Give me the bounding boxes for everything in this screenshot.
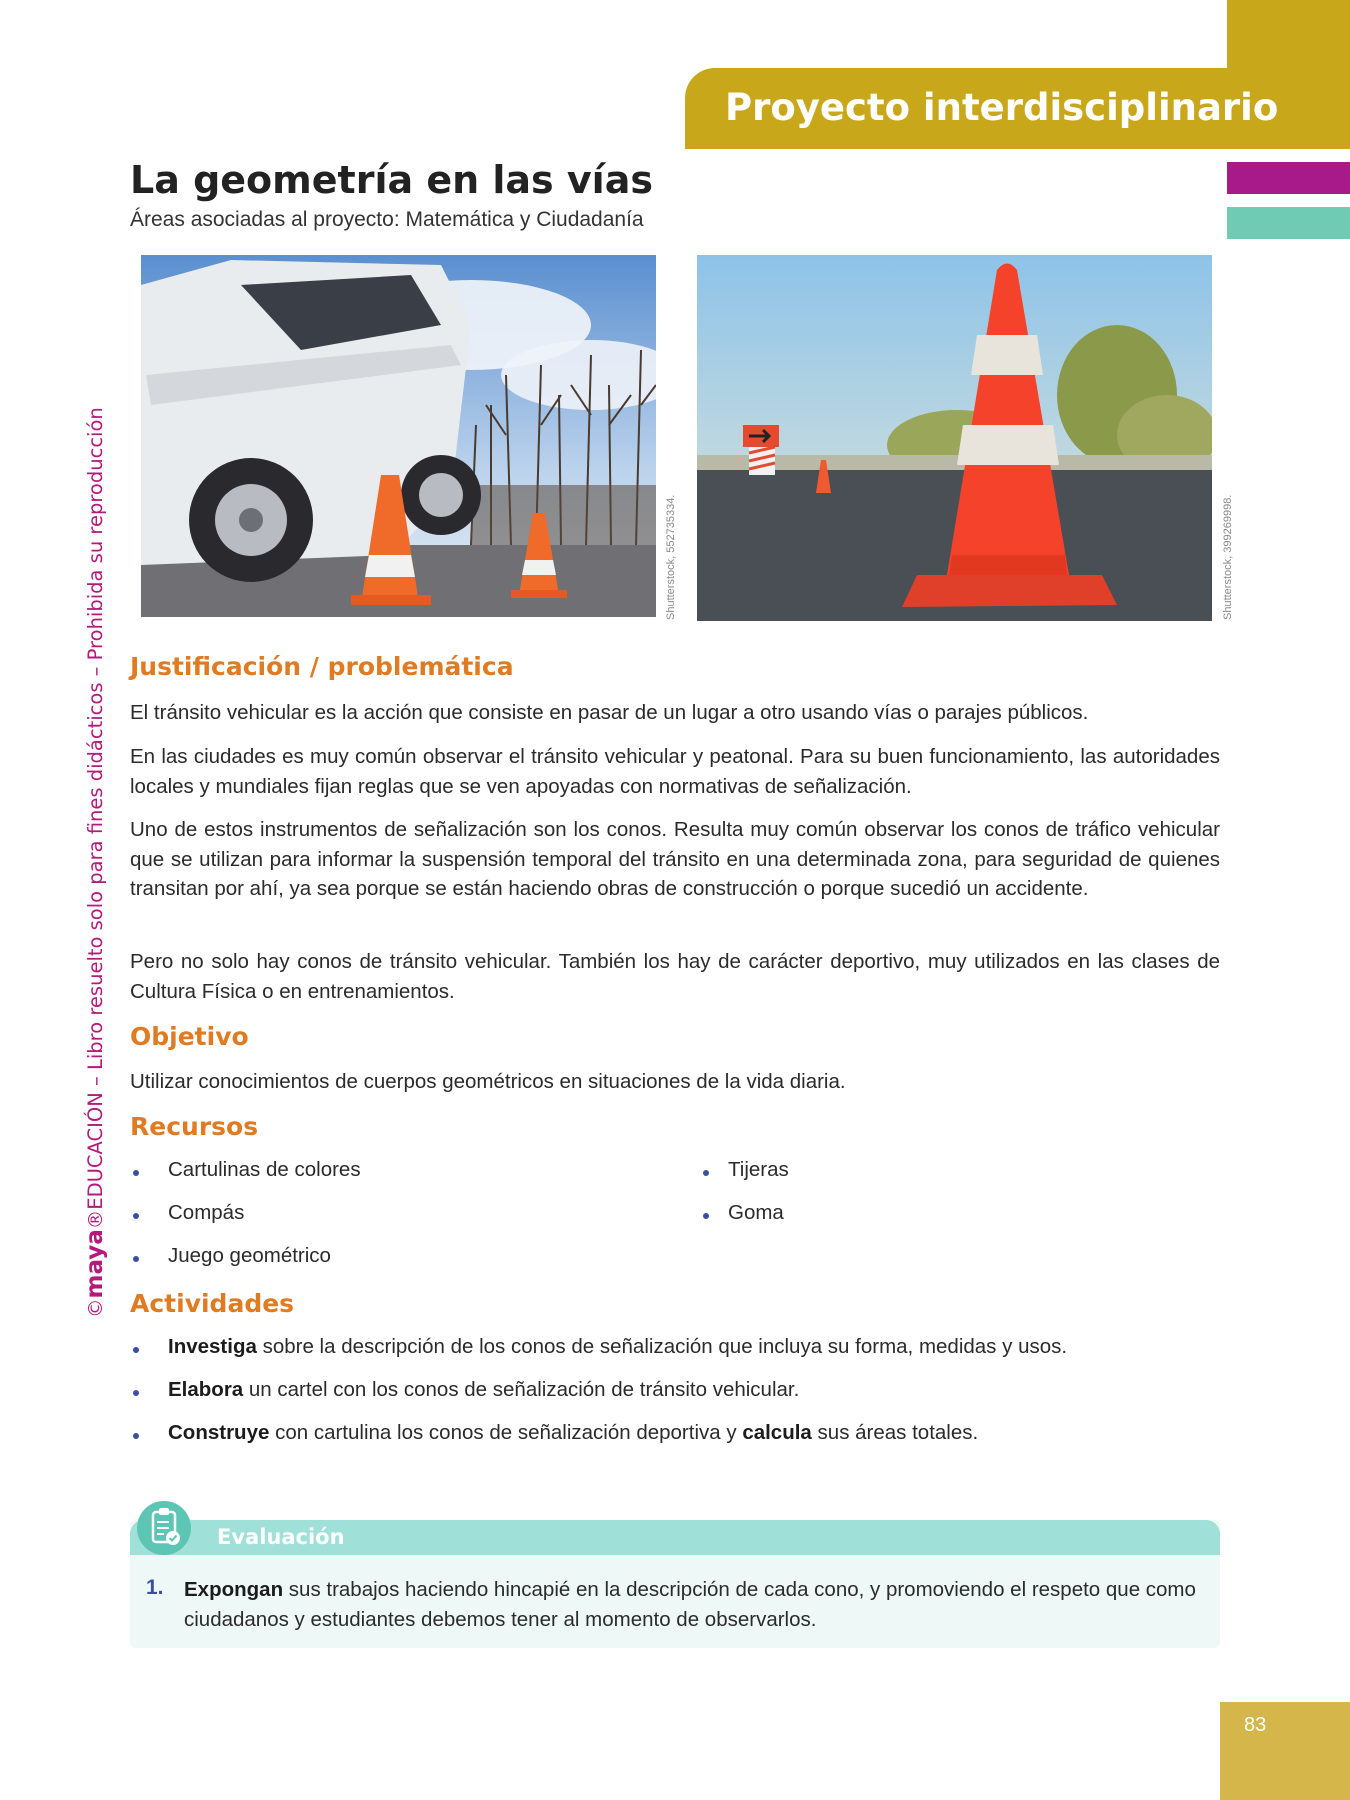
objetivo-heading: Objetivo — [130, 1022, 249, 1051]
actividad-verb: Construye — [168, 1421, 270, 1444]
evaluacion-item-text — [184, 1575, 1214, 1634]
actividad-verb-2: calcula — [742, 1421, 812, 1444]
evaluacion-heading: Evaluación — [217, 1525, 345, 1549]
copyright-symbol: © — [84, 1298, 107, 1318]
page-number: 83 — [1244, 1714, 1267, 1736]
recursos-heading: Recursos — [130, 1112, 259, 1141]
brand-logo: maya — [82, 1229, 108, 1299]
left-photo-credit: Shutterstock, 552735334. — [665, 494, 677, 620]
recurso-item-3: Juego geométrico — [168, 1244, 331, 1267]
actividad-verb: Investiga — [168, 1335, 257, 1358]
actividad-verb: Elabora — [168, 1378, 244, 1401]
actividad-text-2: sus áreas totales. — [811, 1421, 979, 1444]
clipboard-check-icon — [133, 1497, 197, 1557]
bullet-dot — [133, 1433, 139, 1439]
justificacion-paragraph-2: En las ciudades es muy común observar el tránsito vehicular y peatonal. Para su buen funcionamiento, las autoridades locales y mundiales fijan reglas que se ven apoyadas con normativas de señalización. — [130, 745, 1220, 798]
bullet-dot — [703, 1170, 709, 1176]
justificacion-paragraph-1: El tránsito vehicular es la acción que consiste en pasar de un lugar a otro usando vías o parajes públicos. — [130, 701, 1089, 724]
recurso-item-1: Cartulinas de colores — [168, 1158, 361, 1181]
evaluacion-text: sus trabajos haciendo hincapié en la descripción de cada cono, y promoviendo el respeto que como ciudadanos y estudiantes debemos tener al momento de observarlos. — [184, 1578, 1196, 1631]
car-cones-photo — [141, 255, 656, 617]
actividades-heading: Actividades — [130, 1289, 295, 1318]
right-photo-credit: Shutterstock, 399269998. — [1222, 494, 1234, 620]
justificacion-paragraph-3: Uno de estos instrumentos de señalización son los conos. Resulta muy común observar los conos de tráfico vehicular que se utilizan para informar la suspensión temporal del tránsito en una determinada zona, para seguridad de quienes transitan por ahí, ya sea porque se están haciendo obras de construcción o porque sucedió un accidente. — [130, 818, 1220, 900]
bullet-dot — [133, 1256, 139, 1262]
actividad-text: un cartel con los conos de señalización de tránsito vehicular. — [243, 1378, 800, 1401]
traffic-cone-photo — [697, 255, 1212, 621]
teal-accent-bar — [1227, 207, 1350, 239]
justificacion-heading: Justificación / problemática — [130, 652, 514, 681]
copyright-text: ®EDUCACIÓN – Libro resuelto solo para fines didácticos – Prohibida su reproducción — [84, 407, 107, 1230]
banner-title: Proyecto interdisciplinario — [725, 86, 1279, 129]
objetivo-text: Utilizar conocimientos de cuerpos geométricos en situaciones de la vida diaria. — [130, 1070, 846, 1093]
magenta-accent-bar — [1227, 162, 1350, 194]
header-banner — [685, 68, 1350, 149]
side-copyright — [82, 407, 108, 1328]
justificacion-paragraph-4: Pero no solo hay conos de tránsito vehicular. También los hay de carácter deportivo, muy utilizados en las clases de Cultura Física o en entrenamientos. — [130, 950, 1220, 1003]
page-subtitle: Áreas asociadas al proyecto: Matemática y Ciudadanía — [130, 208, 644, 231]
bullet-dot — [133, 1213, 139, 1219]
bullet-dot — [133, 1170, 139, 1176]
recurso-item-4: Tijeras — [728, 1158, 789, 1181]
right-photo-credit-wrap — [1222, 494, 1234, 630]
evaluacion-item-number: 1. — [146, 1576, 164, 1599]
recurso-item-2: Compás — [168, 1201, 245, 1224]
actividad-text: sobre la descripción de los conos de señalización que incluya su forma, medidas y usos. — [256, 1335, 1068, 1358]
actividad-text: con cartulina los conos de señalización deportiva y — [269, 1421, 743, 1444]
actividad-item-2 — [168, 1378, 799, 1402]
top-gold-block — [1227, 0, 1350, 68]
actividad-item-1 — [168, 1335, 1067, 1359]
bullet-dot — [133, 1390, 139, 1396]
left-photo-credit-wrap — [665, 494, 677, 630]
bullet-dot — [703, 1213, 709, 1219]
page-number-box — [1220, 1702, 1350, 1800]
evaluacion-verb: Expongan — [184, 1578, 284, 1601]
page-title: La geometría en las vías — [130, 158, 653, 202]
actividad-item-3 — [168, 1421, 978, 1445]
bullet-dot — [133, 1347, 139, 1353]
recurso-item-5: Goma — [728, 1201, 784, 1224]
